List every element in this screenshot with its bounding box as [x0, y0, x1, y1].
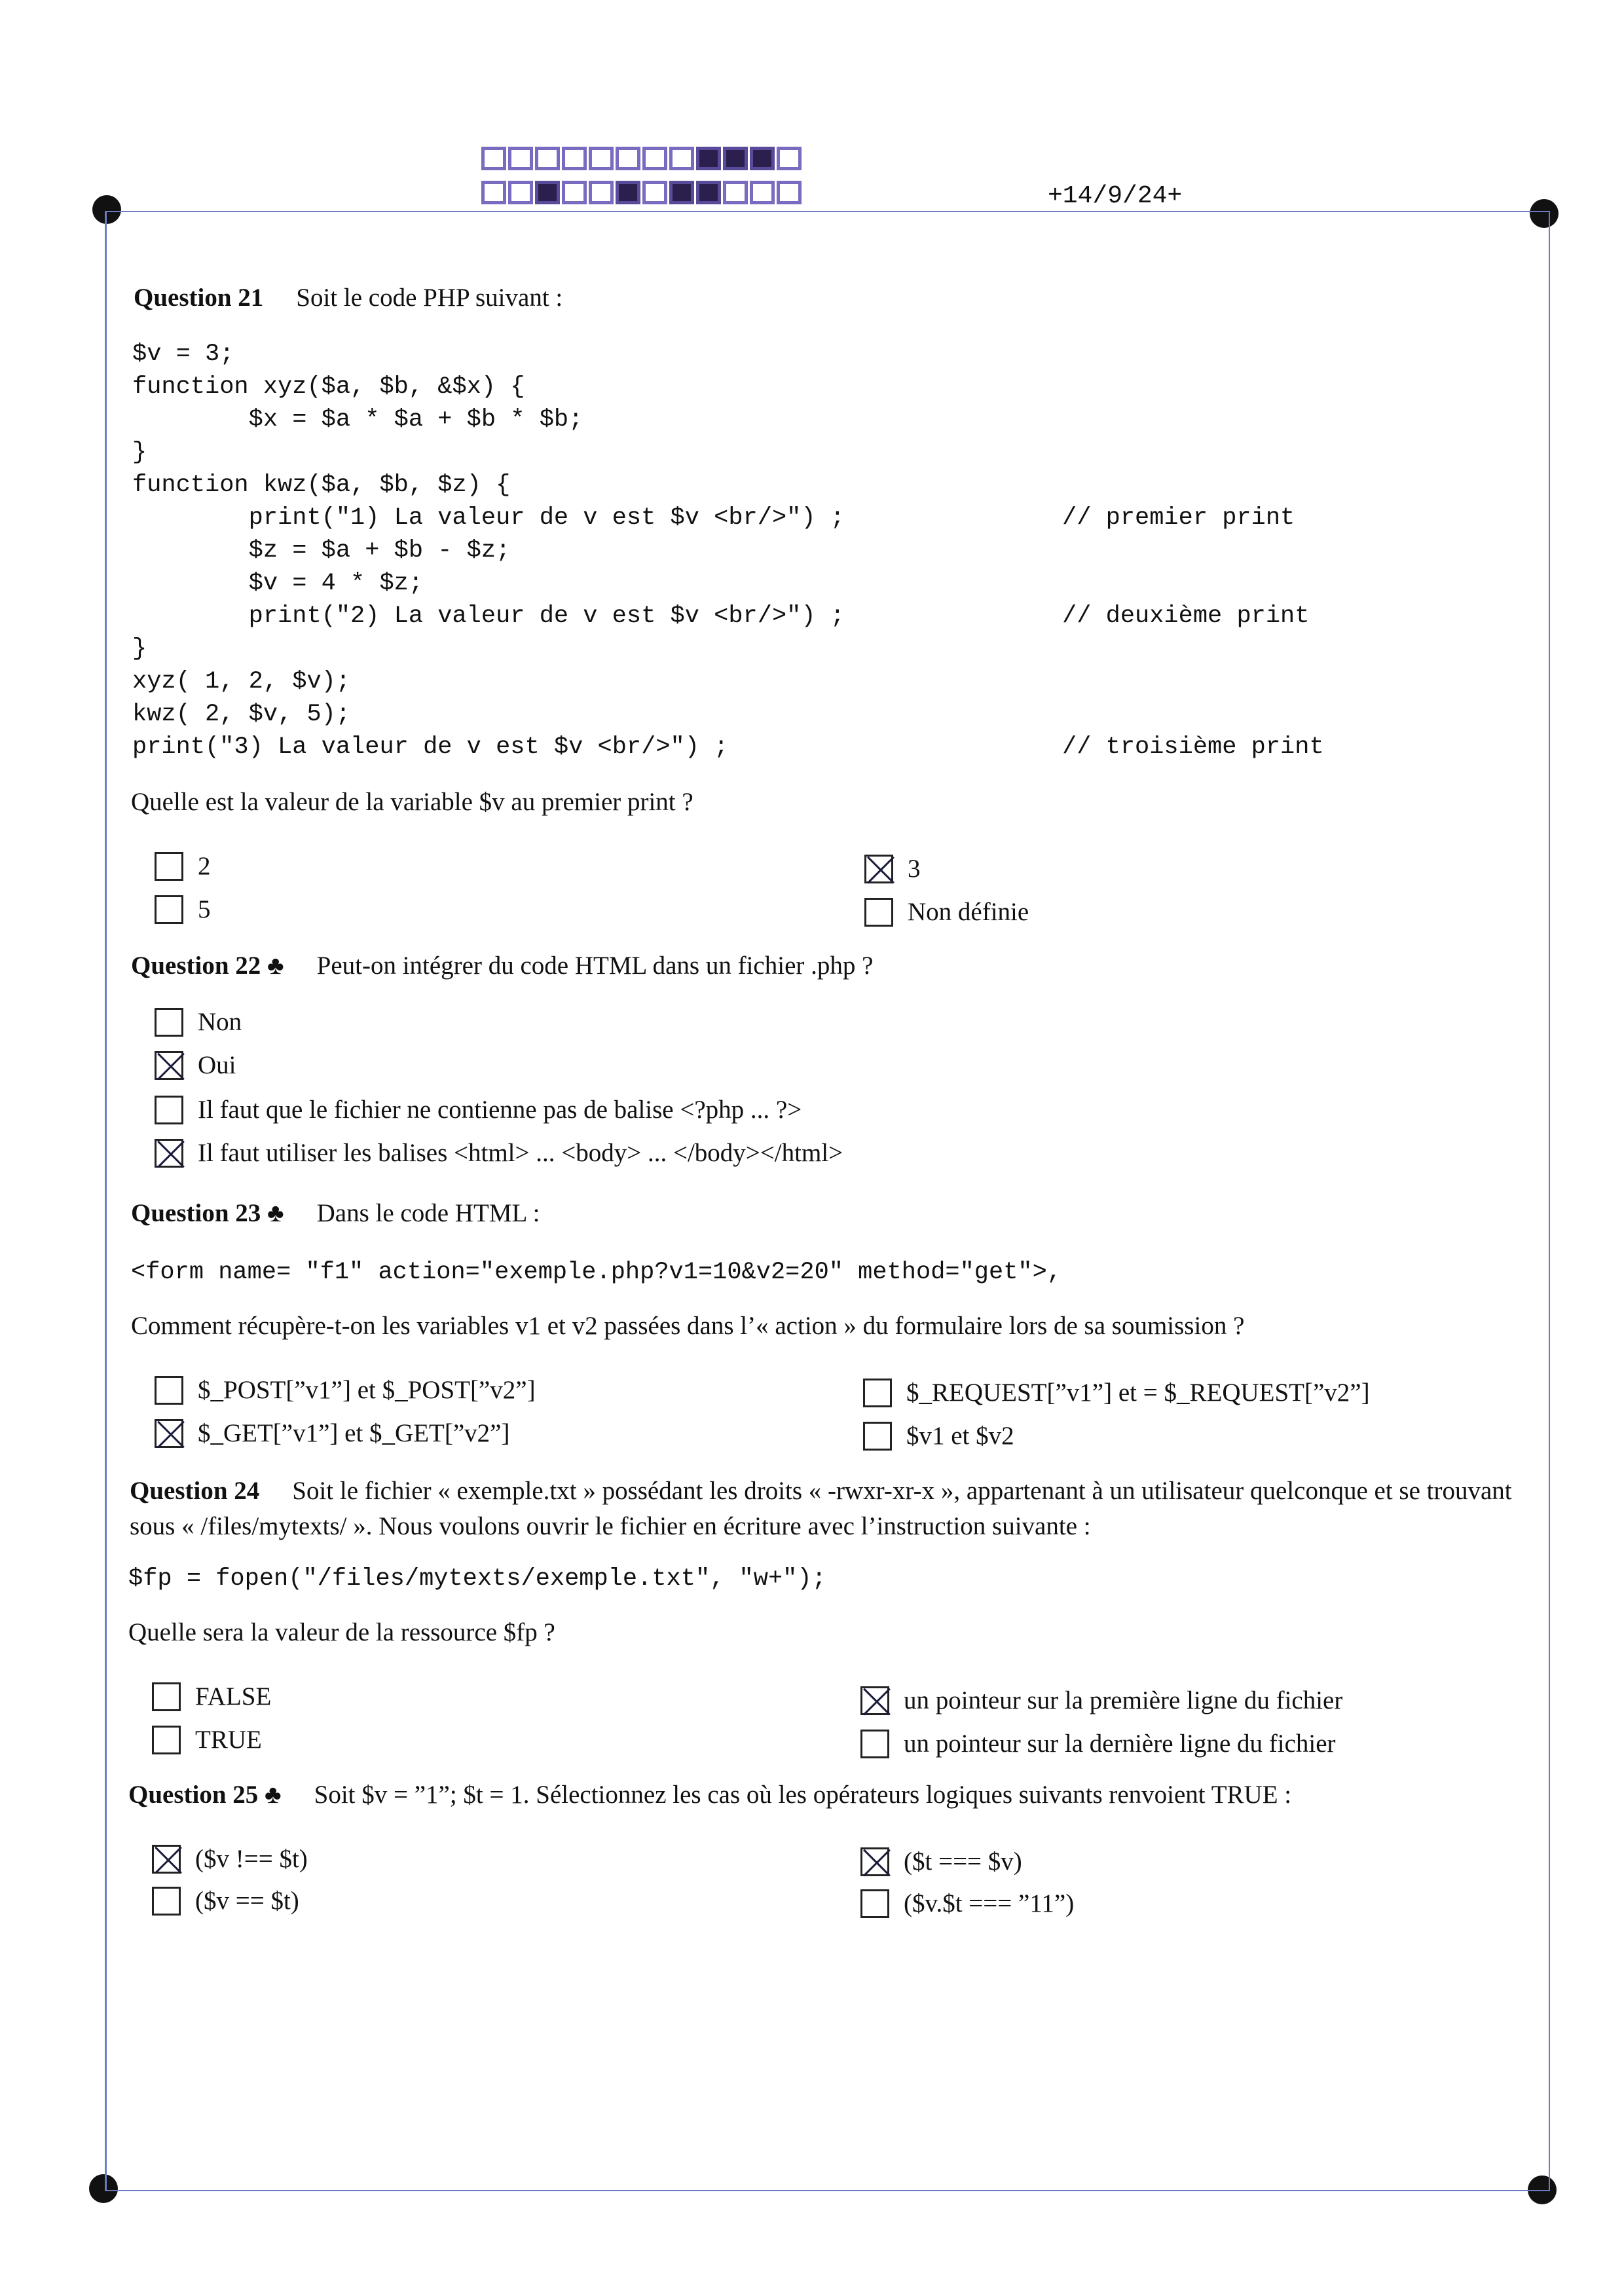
checkbox[interactable] — [155, 1008, 183, 1037]
q21-intro: Soit le code PHP suivant : — [296, 284, 563, 312]
checkbox[interactable] — [152, 1887, 181, 1916]
q25-prompt: Soit $v = ”1”; $t = 1. Sélectionnez les cas où les opérateurs logiques suivants renvoient TRUE : — [314, 1781, 1292, 1809]
q22-header — [131, 951, 873, 982]
q25-header — [128, 1780, 1291, 1811]
q23-option-b-label: $_REQUEST[”v1”] et = $_REQUEST[”v2”] — [906, 1379, 1370, 1407]
page-code: +14/9/24+ — [1048, 182, 1183, 210]
checkbox-checked[interactable] — [864, 855, 893, 883]
q23-option-a-label: $_POST[”v1”] et $_POST[”v2”] — [198, 1376, 536, 1404]
q25-option-b-label: ($t === $v) — [904, 1847, 1022, 1876]
checkbox[interactable] — [152, 1726, 181, 1754]
q22-option-c-label: Il faut que le fichier ne contienne pas de balise <?php ... ?> — [198, 1096, 802, 1124]
checkbox-checked[interactable] — [155, 1051, 183, 1080]
checkbox[interactable] — [863, 1422, 892, 1451]
checkbox-checked[interactable] — [155, 1419, 183, 1448]
q24-option-a[interactable] — [152, 1682, 271, 1711]
q25-option-a[interactable] — [152, 1844, 308, 1874]
q24-option-b-label: un pointeur sur la première ligne du fichier — [904, 1686, 1343, 1714]
q22-option-b[interactable] — [155, 1050, 236, 1080]
q22-title: Question 22 ♣ — [131, 952, 284, 980]
q21-option-b[interactable] — [864, 854, 921, 883]
q24-option-c[interactable] — [152, 1725, 262, 1754]
q24-title: Question 24 — [130, 1477, 260, 1505]
q21-option-b-label: 3 — [908, 855, 921, 883]
q24-option-a-label: FALSE — [195, 1682, 272, 1711]
q21-header — [134, 283, 563, 314]
q22-option-a[interactable] — [155, 1007, 242, 1037]
q21-comment-3: // troisième print — [1062, 733, 1324, 761]
q24-option-d-label: un pointeur sur la dernière ligne du fichier — [904, 1730, 1336, 1758]
q23-option-c-label: $_GET[”v1”] et $_GET[”v2”] — [198, 1419, 510, 1447]
q23-option-d-label: $v1 et $v2 — [906, 1422, 1014, 1450]
q24-header — [130, 1473, 1524, 1544]
q22-option-a-label: Non — [198, 1008, 242, 1036]
checkbox[interactable] — [155, 895, 183, 924]
checkbox[interactable] — [860, 1730, 889, 1758]
q24-prompt: Quelle sera la valeur de la ressource $fp ? — [128, 1618, 555, 1646]
q24-option-d[interactable] — [860, 1729, 1336, 1758]
q22-option-d-label: Il faut utiliser les balises <html> ... <body> ... </body></html> — [198, 1139, 843, 1167]
checkbox-checked[interactable] — [860, 1847, 889, 1876]
checkbox[interactable] — [155, 852, 183, 881]
q22-option-d[interactable] — [155, 1138, 843, 1168]
q21-title: Question 21 — [134, 284, 264, 312]
q21-option-a[interactable] — [155, 851, 211, 881]
q23-intro: Dans le code HTML : — [316, 1199, 540, 1227]
checkbox-checked[interactable] — [152, 1845, 181, 1874]
q23-option-b[interactable] — [863, 1378, 1370, 1407]
checkbox[interactable] — [155, 1096, 183, 1124]
q25-option-c[interactable] — [152, 1886, 299, 1916]
checkbox-checked[interactable] — [860, 1686, 889, 1715]
q21-option-c[interactable] — [155, 895, 211, 924]
id-boxes-row-1 — [481, 147, 803, 170]
q21-option-c-label: 5 — [198, 895, 211, 923]
q21-option-d-label: Non définie — [908, 898, 1029, 926]
checkbox[interactable] — [152, 1682, 181, 1711]
q25-option-d-label: ($v.$t === ”11”) — [904, 1889, 1075, 1917]
q23-code: <form name= "f1" action="exemple.php?v1=10&v2=20" method="get">, — [131, 1259, 1062, 1286]
q25-option-b[interactable] — [860, 1847, 1022, 1876]
q24-option-c-label: TRUE — [195, 1726, 262, 1754]
id-boxes-row-2 — [481, 181, 803, 204]
q25-option-c-label: ($v == $t) — [195, 1887, 299, 1915]
q21-comment-2: // deuxième print — [1062, 602, 1310, 630]
q24-intro: Soit le fichier « exemple.txt » possédant les droits « -rwxr-xr-x », appartenant à un utilisateur quelconque et se trouvant sous « /files/mytexts/ ». Nous voulons ouvrir le fichier en écriture avec l’instruction suivante : — [130, 1477, 1512, 1540]
checkbox[interactable] — [155, 1376, 183, 1405]
q21-code: $v = 3; function xyz($a, $b, &$x) { $x = $a * $a + $b * $b; } function kwz($a, $b, $z) { print("1) La valeur de v est $v <br/>") ; $z = $a + $b - $z; $v = 4 * $z; print("2) La valeur de v est $v <br/>") ; } xyz( 1, 2, $v); kwz( 2, $v, 5); print("3) La valeur de v est $v <br/>") ; — [132, 341, 845, 761]
q23-option-c[interactable] — [155, 1418, 509, 1448]
q23-prompt: Comment récupère-t-on les variables v1 et v2 passées dans l’« action » du formulaire lors de sa soumission ? — [131, 1312, 1245, 1340]
q22-option-b-label: Oui — [198, 1051, 236, 1079]
q24-code: $fp = fopen("/files/mytexts/exemple.txt", "w+"); — [128, 1565, 826, 1593]
checkbox[interactable] — [864, 898, 893, 927]
q21-option-d[interactable] — [864, 897, 1029, 927]
q21-comment-1: // premier print — [1062, 504, 1295, 532]
q24-option-b[interactable] — [860, 1686, 1342, 1715]
q21-prompt: Quelle est la valeur de la variable $v au premier print ? — [131, 788, 693, 816]
checkbox[interactable] — [863, 1379, 892, 1407]
checkbox[interactable] — [860, 1889, 889, 1918]
q25-option-a-label: ($v !== $t) — [195, 1845, 308, 1873]
q22-prompt: Peut-on intégrer du code HTML dans un fichier .php ? — [316, 952, 874, 980]
q21-option-a-label: 2 — [198, 852, 211, 880]
q25-option-d[interactable] — [860, 1889, 1074, 1918]
q23-header — [131, 1198, 540, 1229]
checkbox-checked[interactable] — [155, 1139, 183, 1168]
q23-title: Question 23 ♣ — [131, 1199, 284, 1227]
q22-option-c[interactable] — [155, 1095, 802, 1124]
q23-option-d[interactable] — [863, 1421, 1014, 1451]
q23-option-a[interactable] — [155, 1375, 536, 1405]
q25-title: Question 25 ♣ — [128, 1781, 282, 1809]
